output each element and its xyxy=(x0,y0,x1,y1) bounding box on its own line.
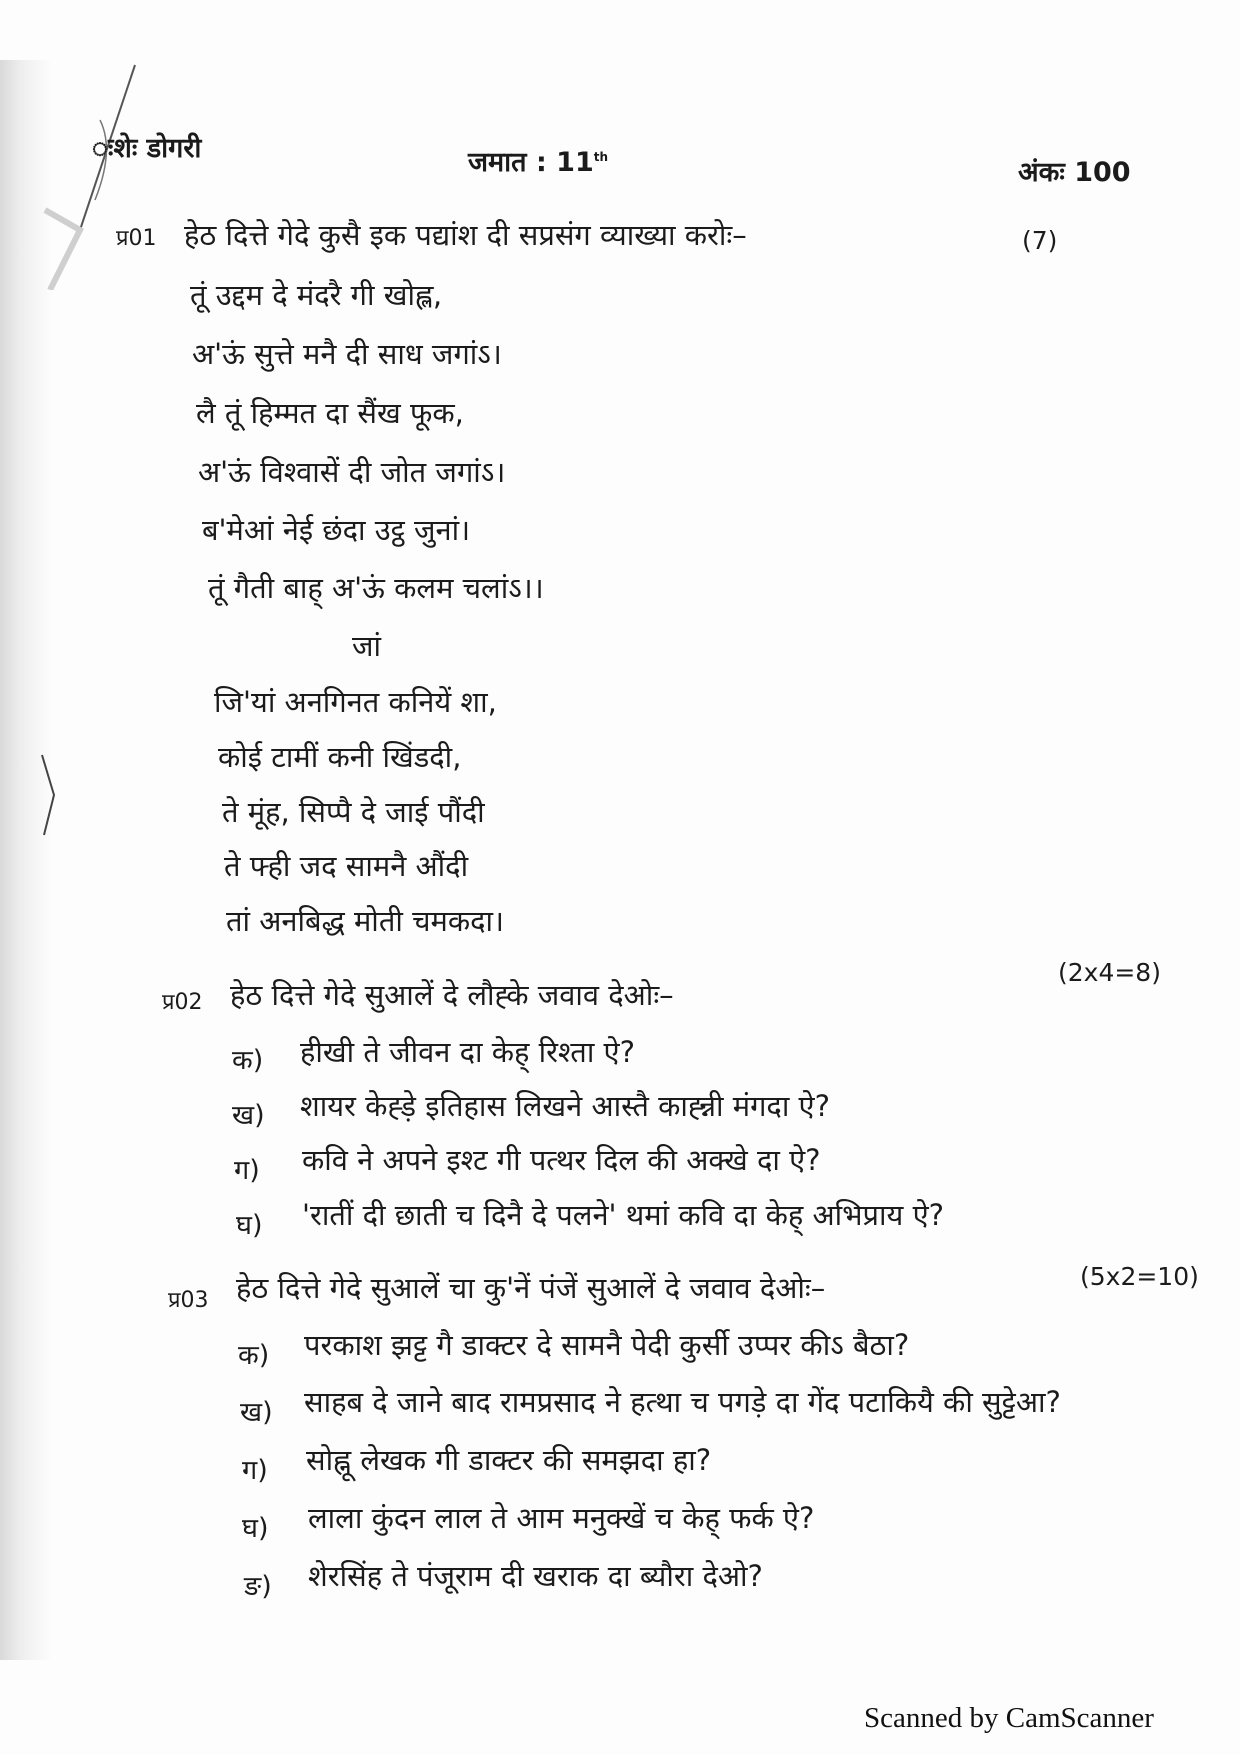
question-3-number: प्र03 xyxy=(168,1288,209,1313)
class-label xyxy=(468,142,608,179)
poem-2-line: कोई टामीं कनी खिंडदी, xyxy=(218,740,462,774)
question-3-text: हेठ दित्ते गेदे सुआलें चा कु'नें पंजें सुआलें दे जवाव देओः– xyxy=(236,1271,826,1305)
question-3-item-text: साहब दे जाने बाद रामप्रसाद ने हत्था च पगड़े दा गेंद पटाकियै की सुट्टेआ? xyxy=(304,1385,1061,1419)
question-3-item-text: लाला कुंदन लाल ते आम मनुक्खें च केह् फर्क ऐ? xyxy=(308,1501,815,1535)
or-separator: जां xyxy=(352,629,382,663)
question-3-item-label: क) xyxy=(238,1340,270,1371)
question-2-item-text: हीखी ते जीवन दा केह् रिश्ता ऐ? xyxy=(300,1035,635,1069)
question-3-item-text: परकाश झट्ट गै डाक्टर दे सामनै पेदी कुर्सी उप्पर कीऽ बैठा? xyxy=(304,1328,910,1362)
folded-corner-mark xyxy=(40,60,190,290)
question-3-item-text: सोह्नू लेखक गी डाक्टर की समझदा हा? xyxy=(306,1443,712,1477)
poem-2-line: ते फ्ही जद सामनै औंदी xyxy=(224,849,469,883)
question-3-item-label: ख) xyxy=(240,1397,273,1428)
poem-1-line: तूं गैती बाह् अ'ऊं कलम चलांऽ।। xyxy=(208,571,544,605)
class-label-text: जमात : 11 xyxy=(468,147,594,178)
poem-1-line: लै तूं हिम्मत दा सैंख फूक, xyxy=(196,396,464,430)
poem-2-line: ते मूंह, सिप्पै दे जाई पौंदी xyxy=(222,795,485,829)
class-superscript: th xyxy=(593,150,609,164)
poem-1-line: अ'ऊं सुत्ते मनै दी साध जगांऽ। xyxy=(192,337,502,371)
question-2-item-label: घ) xyxy=(236,1210,263,1241)
poem-1-line: तूं उद्दम दे मंदरै गी खोह्ल, xyxy=(190,278,443,312)
poem-1-line: अ'ऊं विश्वासें दी जोत जगांऽ। xyxy=(198,455,506,489)
poem-2-line: जि'यां अनगिनत कनियें शा, xyxy=(214,685,497,719)
poem-2-line: तां अनबिद्ध मोती चमकदा। xyxy=(226,904,505,938)
question-3-item-label: घ) xyxy=(242,1513,269,1544)
subject-title: ःशेः डोगरी xyxy=(92,133,202,164)
question-2-item-label: क) xyxy=(232,1045,264,1076)
question-2-item-text: 'रातीं दी छाती च दिनै दे पलने' थमां कवि दा केह् अभिप्राय ऐ? xyxy=(302,1198,945,1232)
question-2-item-text: शायर केह्ड़े इतिहास लिखने आस्तै काह्न्नी मंगदा ऐ? xyxy=(300,1089,830,1123)
question-2-text: हेठ दित्ते गेदे सुआलें दे लौह्के जवाव देओः– xyxy=(230,978,674,1012)
scan-edge-shadow xyxy=(0,60,52,1660)
question-3-item-text: शेरसिंह ते पंजूराम दी खराक दा ब्यौरा देओ? xyxy=(308,1559,763,1593)
question-3-item-label: ङ) xyxy=(244,1571,272,1602)
question-1-text: हेठ दित्ते गेदे कुसै इक पद्यांश दी सप्रसंग व्याख्या करोः– xyxy=(184,218,747,252)
question-2-item-label: ख) xyxy=(232,1100,265,1131)
question-3-marks: (5x2=10) xyxy=(1080,1262,1199,1291)
question-2-item-label: ग) xyxy=(234,1155,260,1186)
question-2-item-text: कवि ने अपने इश्ट गी पत्थर दिल की अक्खे दा ऐ? xyxy=(302,1143,821,1177)
scanner-watermark: Scanned by CamScanner xyxy=(864,1702,1154,1734)
max-marks: अंकः 100 xyxy=(1018,157,1131,188)
question-2-marks: (2x4=8) xyxy=(1058,958,1161,987)
question-2-number: प्र02 xyxy=(162,990,203,1015)
question-3-item-label: ग) xyxy=(242,1455,268,1486)
question-1-number: प्र01 xyxy=(116,226,157,251)
margin-mark xyxy=(32,750,62,840)
question-1-marks: (7) xyxy=(1022,226,1058,255)
poem-1-line: ब'मेआं नेई छंदा उट्ठ जुनां। xyxy=(202,513,471,547)
